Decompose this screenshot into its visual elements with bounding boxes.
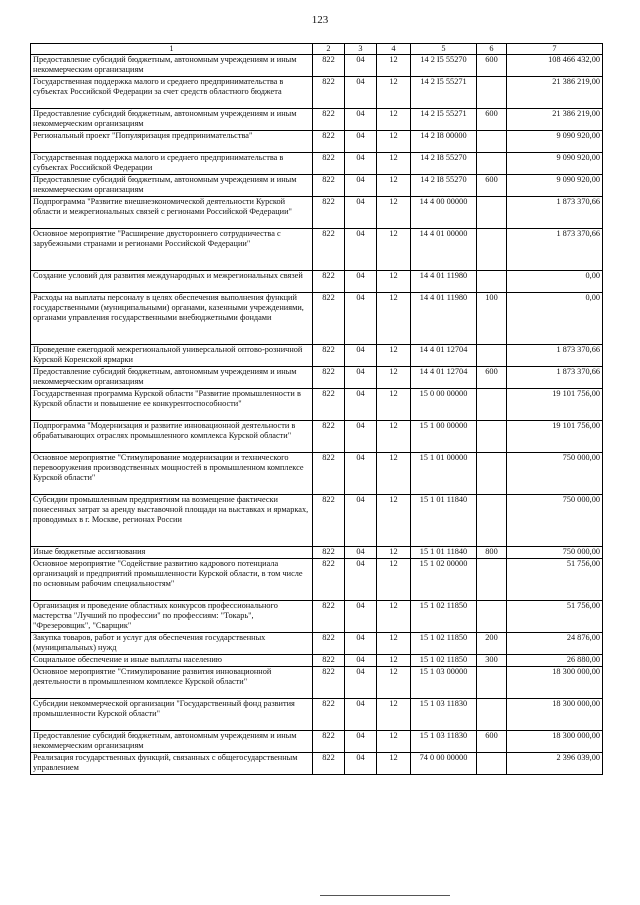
table-row [31,699,603,731]
row-expense-type-cell: 600 [477,175,507,197]
table-row [31,633,603,655]
table-row [31,109,603,131]
table-row [31,271,603,293]
row-subsection-cell: 12 [377,153,411,175]
row-section-cell: 04 [345,731,377,753]
row-code-cell: 822 [313,389,345,421]
row-name-cell: Предоставление субсидий бюджетным, автономным учреждениям и иным некоммерческим организациям [31,109,313,131]
table-row [31,55,603,77]
row-target-code-cell: 15 1 03 00000 [411,667,477,699]
row-amount-cell: 18 300 000,00 [507,731,603,753]
row-code-cell: 822 [313,345,345,367]
row-section-cell: 04 [345,131,377,153]
row-subsection-cell: 12 [377,453,411,495]
row-expense-type-cell [477,753,507,775]
row-amount-cell: 51 756,00 [507,559,603,601]
row-name-cell: Подпрограмма "Развитие внешнеэкономической деятельности Курской области и межрегиональных связей с регионами Российской Федерации" [31,197,313,229]
table-row [31,153,603,175]
row-amount-cell: 9 090 920,00 [507,153,603,175]
row-name-cell: Предоставление субсидий бюджетным, автономным учреждениям и иным некоммерческим организациям [31,731,313,753]
row-code-cell: 822 [313,453,345,495]
row-subsection-cell: 12 [377,421,411,453]
row-name-cell: Организация и проведение областных конкурсов профессионального мастерства "Лучший по профессии" по профессиям: "Токарь", "Фрезеровщик", "Сварщик" [31,601,313,633]
row-code-cell: 822 [313,175,345,197]
row-subsection-cell: 12 [377,77,411,109]
row-target-code-cell: 15 0 00 00000 [411,389,477,421]
row-section-cell: 04 [345,109,377,131]
row-amount-cell: 108 466 432,00 [507,55,603,77]
row-target-code-cell: 15 1 03 11830 [411,699,477,731]
row-target-code-cell: 14 2 I8 55270 [411,153,477,175]
row-subsection-cell: 12 [377,667,411,699]
row-code-cell: 822 [313,559,345,601]
table-row [31,175,603,197]
row-subsection-cell: 12 [377,293,411,345]
row-expense-type-cell: 300 [477,655,507,667]
row-amount-cell: 51 756,00 [507,601,603,633]
row-target-code-cell: 14 4 01 12704 [411,345,477,367]
row-expense-type-cell [477,667,507,699]
row-expense-type-cell [477,229,507,271]
row-name-cell: Иные бюджетные ассигнования [31,547,313,559]
row-expense-type-cell: 100 [477,293,507,345]
row-name-cell: Государственная поддержка малого и среднего предпринимательства в субъектах Российской Федерации [31,153,313,175]
row-name-cell: Государственная программа Курской области "Развитие промышленности в Курской области и повышение ее конкурентоспособности" [31,389,313,421]
row-expense-type-cell: 800 [477,547,507,559]
row-code-cell: 822 [313,131,345,153]
row-section-cell: 04 [345,77,377,109]
row-target-code-cell: 15 1 01 00000 [411,453,477,495]
row-name-cell: Основное мероприятие "Стимулирование модернизации и технического перевооружения производственных мощностей в промышленном комплексе Курской области" [31,453,313,495]
row-code-cell: 822 [313,55,345,77]
row-target-code-cell: 15 1 01 11840 [411,547,477,559]
row-target-code-cell: 14 4 01 12704 [411,367,477,389]
row-name-cell: Основное мероприятие "Содействие развитию кадрового потенциала организаций и предприятий промышленности Курской области, в том числе по основным рабочим специальностям" [31,559,313,601]
row-amount-cell: 24 876,00 [507,633,603,655]
row-code-cell: 822 [313,367,345,389]
row-subsection-cell: 12 [377,55,411,77]
row-name-cell: Подпрограмма "Модернизация и развитие инновационной деятельности в обрабатывающих отраслях промышленного комплекса Курской области" [31,421,313,453]
row-subsection-cell: 12 [377,109,411,131]
row-section-cell: 04 [345,601,377,633]
row-name-cell: Предоставление субсидий бюджетным, автономным учреждениям и иным некоммерческим организациям [31,175,313,197]
table-row [31,559,603,601]
row-target-code-cell: 14 4 00 00000 [411,197,477,229]
row-code-cell: 822 [313,229,345,271]
row-subsection-cell: 12 [377,559,411,601]
row-target-code-cell: 14 2 I8 55270 [411,175,477,197]
row-code-cell: 822 [313,601,345,633]
row-subsection-cell: 12 [377,345,411,367]
row-code-cell: 822 [313,77,345,109]
row-subsection-cell: 12 [377,197,411,229]
row-expense-type-cell: 200 [477,633,507,655]
row-target-code-cell: 14 2 I5 55271 [411,109,477,131]
row-expense-type-cell: 600 [477,55,507,77]
table-row [31,131,603,153]
row-amount-cell: 9 090 920,00 [507,175,603,197]
row-amount-cell: 18 300 000,00 [507,667,603,699]
row-section-cell: 04 [345,153,377,175]
table-row [31,389,603,421]
row-target-code-cell: 14 4 01 11980 [411,293,477,345]
row-expense-type-cell: 600 [477,731,507,753]
row-section-cell: 04 [345,175,377,197]
table-row [31,77,603,109]
row-target-code-cell: 14 4 01 00000 [411,229,477,271]
row-section-cell: 04 [345,293,377,345]
row-amount-cell: 2 396 039,00 [507,753,603,775]
row-section-cell: 04 [345,389,377,421]
row-code-cell: 822 [313,667,345,699]
row-section-cell: 04 [345,699,377,731]
row-code-cell: 822 [313,655,345,667]
row-name-cell: Субсидии некоммерческой организации "Государственный фонд развития промышленности Курской области" [31,699,313,731]
table-row [31,731,603,753]
table-row [31,655,603,667]
row-amount-cell: 1 873 370,66 [507,229,603,271]
row-section-cell: 04 [345,495,377,547]
row-code-cell: 822 [313,271,345,293]
column-header: 3 [345,44,377,55]
row-subsection-cell: 12 [377,753,411,775]
row-expense-type-cell [477,601,507,633]
row-subsection-cell: 12 [377,389,411,421]
row-section-cell: 04 [345,55,377,77]
row-section-cell: 04 [345,421,377,453]
row-name-cell: Субсидии промышленным предприятиям на возмещение фактически понесенных затрат за аренду выставочной площади на выставках и ярмарках, проводимых в г. Москве, регионах России [31,495,313,547]
row-code-cell: 822 [313,421,345,453]
row-code-cell: 822 [313,547,345,559]
row-section-cell: 04 [345,453,377,495]
row-code-cell: 822 [313,731,345,753]
table-row [31,421,603,453]
table-row [31,229,603,271]
row-amount-cell: 750 000,00 [507,453,603,495]
row-subsection-cell: 12 [377,175,411,197]
row-section-cell: 04 [345,667,377,699]
row-name-cell: Региональный проект "Популяризация предпринимательства" [31,131,313,153]
row-amount-cell: 1 873 370,66 [507,345,603,367]
row-target-code-cell: 15 1 03 11830 [411,731,477,753]
budget-table [30,43,603,775]
row-name-cell: Основное мероприятие "Расширение двустороннего сотрудничества с зарубежными странами и регионами Российской Федерации" [31,229,313,271]
table-row [31,453,603,495]
row-expense-type-cell: 600 [477,367,507,389]
row-name-cell: Предоставление субсидий бюджетным, автономным учреждениям и иным некоммерческим организациям [31,367,313,389]
row-section-cell: 04 [345,633,377,655]
row-expense-type-cell [477,345,507,367]
table-row [31,753,603,775]
row-subsection-cell: 12 [377,655,411,667]
row-expense-type-cell [477,453,507,495]
column-header: 4 [377,44,411,55]
row-amount-cell: 18 300 000,00 [507,699,603,731]
footer-rule [320,895,450,896]
row-expense-type-cell [477,131,507,153]
row-code-cell: 822 [313,197,345,229]
row-expense-type-cell: 600 [477,109,507,131]
row-section-cell: 04 [345,547,377,559]
row-amount-cell: 21 386 219,00 [507,77,603,109]
row-expense-type-cell [477,153,507,175]
row-expense-type-cell [477,421,507,453]
row-amount-cell: 750 000,00 [507,547,603,559]
row-expense-type-cell [477,389,507,421]
row-name-cell: Реализация государственных функций, связанных с общегосударственным управлением [31,753,313,775]
table-body [31,55,603,775]
row-subsection-cell: 12 [377,495,411,547]
row-code-cell: 822 [313,109,345,131]
page-number: 123 [311,14,329,26]
row-name-cell: Создание условий для развития международных и межрегиональных связей [31,271,313,293]
row-target-code-cell: 15 1 00 00000 [411,421,477,453]
row-name-cell: Расходы на выплаты персоналу в целях обеспечения выполнения функций государственными (муниципальными) органами, казенными учреждениями, органами управления государственными внебюджетными фондами [31,293,313,345]
row-expense-type-cell [477,559,507,601]
column-header: 1 [31,44,313,55]
row-section-cell: 04 [345,655,377,667]
row-amount-cell: 19 101 756,00 [507,421,603,453]
row-subsection-cell: 12 [377,229,411,271]
row-subsection-cell: 12 [377,699,411,731]
row-amount-cell: 0,00 [507,271,603,293]
row-subsection-cell: 12 [377,271,411,293]
row-code-cell: 822 [313,699,345,731]
row-name-cell: Закупка товаров, работ и услуг для обеспечения государственных (муниципальных) нужд [31,633,313,655]
row-amount-cell: 1 873 370,66 [507,197,603,229]
column-header: 7 [507,44,603,55]
row-target-code-cell: 15 1 02 11850 [411,655,477,667]
row-amount-cell: 19 101 756,00 [507,389,603,421]
row-section-cell: 04 [345,229,377,271]
row-target-code-cell: 15 1 02 11850 [411,601,477,633]
row-section-cell: 04 [345,559,377,601]
row-expense-type-cell [477,699,507,731]
row-target-code-cell: 74 0 00 00000 [411,753,477,775]
row-amount-cell: 0,00 [507,293,603,345]
row-code-cell: 822 [313,293,345,345]
row-amount-cell: 9 090 920,00 [507,131,603,153]
column-header: 5 [411,44,477,55]
row-section-cell: 04 [345,367,377,389]
table-row [31,547,603,559]
row-name-cell: Проведение ежегодной межрегиональной универсальной оптово-розничной Курской Коренской ярмарки [31,345,313,367]
row-code-cell: 822 [313,153,345,175]
row-name-cell: Социальное обеспечение и иные выплаты населению [31,655,313,667]
table-row [31,601,603,633]
row-amount-cell: 21 386 219,00 [507,109,603,131]
row-section-cell: 04 [345,753,377,775]
row-section-cell: 04 [345,271,377,293]
row-target-code-cell: 15 1 02 00000 [411,559,477,601]
table-row [31,197,603,229]
row-amount-cell: 750 000,00 [507,495,603,547]
row-section-cell: 04 [345,345,377,367]
table-row [31,667,603,699]
column-header: 6 [477,44,507,55]
row-target-code-cell: 14 4 01 11980 [411,271,477,293]
row-amount-cell: 26 880,00 [507,655,603,667]
row-code-cell: 822 [313,753,345,775]
row-expense-type-cell [477,271,507,293]
table-row [31,495,603,547]
row-expense-type-cell [477,77,507,109]
table-header-row [31,44,603,55]
row-name-cell: Предоставление субсидий бюджетным, автономным учреждениям и иным некоммерческим организациям [31,55,313,77]
row-section-cell: 04 [345,197,377,229]
row-name-cell: Государственная поддержка малого и среднего предпринимательства в субъектах Российской Федерации за счет средств областного бюджета [31,77,313,109]
row-target-code-cell: 14 2 I8 00000 [411,131,477,153]
row-expense-type-cell [477,495,507,547]
row-subsection-cell: 12 [377,731,411,753]
row-subsection-cell: 12 [377,601,411,633]
row-subsection-cell: 12 [377,633,411,655]
row-code-cell: 822 [313,495,345,547]
row-target-code-cell: 15 1 02 11850 [411,633,477,655]
row-expense-type-cell [477,197,507,229]
row-target-code-cell: 15 1 01 11840 [411,495,477,547]
row-subsection-cell: 12 [377,131,411,153]
row-subsection-cell: 12 [377,367,411,389]
table-row [31,345,603,367]
row-amount-cell: 1 873 370,66 [507,367,603,389]
row-code-cell: 822 [313,633,345,655]
row-target-code-cell: 14 2 I5 55270 [411,55,477,77]
table-row [31,367,603,389]
column-header: 2 [313,44,345,55]
row-target-code-cell: 14 2 I5 55271 [411,77,477,109]
row-subsection-cell: 12 [377,547,411,559]
table-row [31,293,603,345]
row-name-cell: Основное мероприятие "Стимулирование развития инновационной деятельности в промышленном комплексе Курской области" [31,667,313,699]
